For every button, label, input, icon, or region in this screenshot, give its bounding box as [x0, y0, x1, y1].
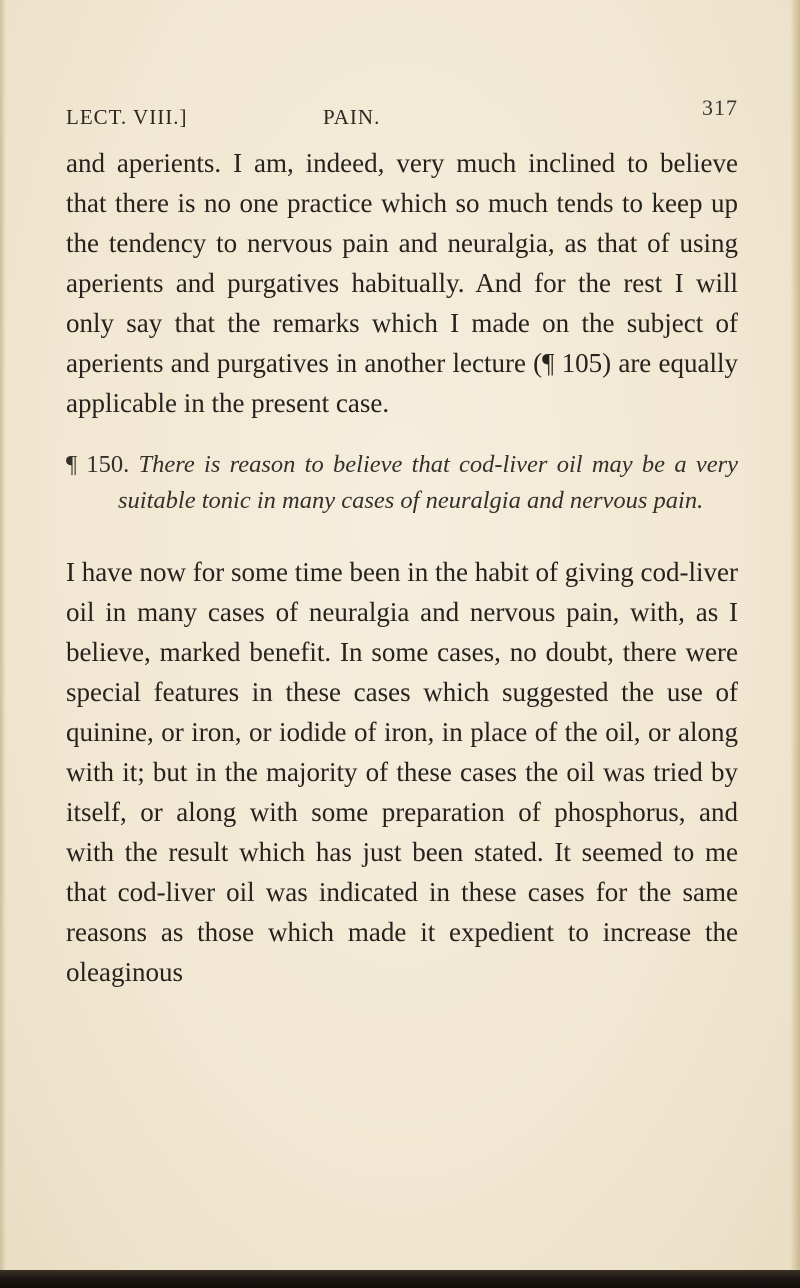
paragraph-cod-liver-oil: I have now for some time been in the habit of giving cod-liver oil in many cases of neuralgia and nervous pain, with, as I believe, marked benefit. In some cases, no doubt, there were special features in these cases which suggested the use of quinine, or iron, or iodide of iron, in place of the oil, or along with it; but in the majority of these cases the oil was tried by itself, or along with some preparation of phosphorus, and with the result which has just been stated. It seemed to me that cod-liver oil was indicated in these cases for the same reasons as those which made it expedient to increase the oleaginous — [66, 557, 738, 987]
page-right-edge — [790, 0, 800, 1288]
page-left-edge — [0, 0, 6, 1288]
running-header — [66, 95, 738, 129]
section-heading-text: There is reason to believe that cod-liver oil may be a very suitable tonic in many cases of neuralgia and nervous pain. — [118, 451, 738, 514]
body-text — [66, 143, 738, 992]
header-title: PAIN. — [323, 105, 381, 129]
paragraph-aperients: and aperients. I am, indeed, very much inclined to believe that there is no one practice which so much tends to keep up the tendency to nervous pain and neuralgia, as that of using aperients and purgatives habitually. And for the rest I will only say that the remarks which I made on the subject of aperients and purgatives in another lecture (¶ 105) are equally applicable in the present case. — [66, 148, 738, 418]
header-lecture: LECT. VIII.] — [66, 105, 188, 129]
section-heading — [66, 447, 738, 519]
page-number: 317 — [702, 95, 738, 120]
page-bottom-edge — [0, 1270, 800, 1288]
section-number: ¶ 150. — [66, 451, 130, 478]
